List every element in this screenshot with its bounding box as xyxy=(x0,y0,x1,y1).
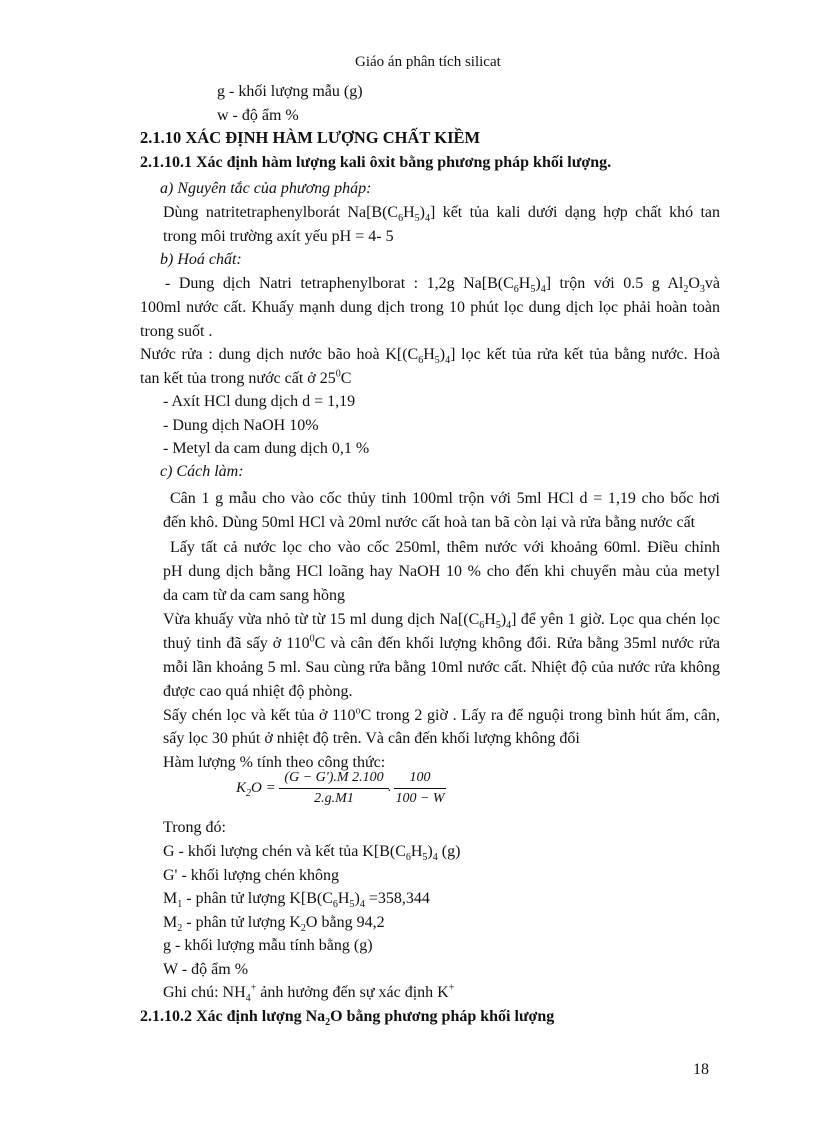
fraction-bar-1 xyxy=(279,788,389,789)
subsection-heading-1: 2.1.10.1 Xác định hàm lượng kali ôxit bằng phương pháp khối lượng. xyxy=(140,154,612,171)
page-header-title: Giáo án phân tích silicat xyxy=(355,54,501,70)
def-G-prime: G' - khối lượng chén không xyxy=(163,867,339,884)
procedure-line-6: Vừa khuấy vừa nhỏ từ từ 15 ml dung dịch $Na[(C_6H_5)_4]$ để yên 1 giờ. Lọc qua chén lọc xyxy=(163,611,721,632)
methyl-orange-item: - Metyl da cam dung dịch 0,1 % xyxy=(163,440,370,457)
naoh-item: - Dung dịch NaOH 10% xyxy=(163,417,319,434)
formula-intro: Hàm lượng % tính theo công thức: xyxy=(163,754,386,771)
section-heading: 2.1.10 XÁC ĐỊNH HÀM LƯỢNG CHẤT KIỀM xyxy=(140,128,481,147)
where-title: Trong đó: xyxy=(163,819,226,836)
procedure-line-8: mỗi lần khoảng 5 ml. Sau cùng rửa bằng 10ml nước cất. Nhiệt độ của nước rửa không xyxy=(163,659,720,676)
procedure-title: c) Cách làm: xyxy=(160,463,244,480)
def-G: G - khối lượng chén và kết tủa $K[B(C_6H_5)_4$ (g) xyxy=(163,843,461,864)
procedure-line-9: được cao quá nhiệt độ phòng. xyxy=(163,683,353,700)
acid-item: - Axít HCl dung dịch d = 1,19 xyxy=(163,393,356,410)
formula-numerator-2: 100 xyxy=(409,770,431,785)
procedure-line-1: Cân 1 g mẫu cho vào cốc thủy tinh 100ml trộn với 5ml HCl d = 1,19 cho bốc hơi xyxy=(170,490,720,507)
procedure-line-2: đến khô. Dùng 50ml HCl và 20ml nước cất hoà tan bã còn lại và rửa bằng nước cất xyxy=(163,514,696,531)
formula-numerator-1: (G − G').M 2.100 xyxy=(284,770,384,785)
procedure-line-4: pH dung dịch bằng HCl loãng hay NaOH 10 % cho đến khi chuyển màu của metyl xyxy=(163,563,720,580)
page-number: 18 xyxy=(693,1061,709,1078)
g-definition: g - khối lượng mẫu (g) xyxy=(217,83,363,100)
note: Ghi chú: $NH_4^+$ ảnh hưởng đến sự xác định K+ xyxy=(163,982,455,1005)
chemicals-line-1: - Dung dịch Natri tetraphenylborat : 1,2g $Na[B(C_6H_5)_4]$ trộn với 0.5 g $Al_2O_3và$ xyxy=(165,275,721,296)
procedure-line-11: sấy lọc 30 phút ở nhiệt độ trên. Và cân đến khối lượng không đổi xyxy=(163,730,580,747)
def-M2: $M_2$ - phân tử lượng $K_2O$ bằng 94,2 xyxy=(163,914,385,935)
formula-dot: . xyxy=(388,780,392,795)
chemicals-title: b) Hoá chất: xyxy=(160,251,242,268)
procedure-line-10: Sấy chén lọc và kết tủa ở 110$^o$C trong 2 giờ . Lấy ra để nguội trong bình hút ẩm, cân, xyxy=(163,705,720,724)
procedure-line-5: da cam từ da cam sang hồng xyxy=(163,587,345,604)
fraction-bar-2 xyxy=(394,788,446,789)
procedure-line-3: Lấy tất cả nước lọc cho vào cốc 250ml, thêm nước với khoảng 60ml. Điều chỉnh xyxy=(170,539,720,556)
chemicals-line-3: trong suốt . xyxy=(140,323,213,340)
subsection-heading-2: 2.1.10.2 Xác định lượng $Na_2O$ bằng phương pháp khối lượng xyxy=(140,1008,555,1029)
chemicals-line-2: 100ml nước cất. Khuấy mạnh dung dịch trong 10 phút lọc dung dịch lọc phải hoàn toàn xyxy=(140,299,720,316)
def-M1: $M_1$ - phân tử lượng $K[B(C_6H_5)_4 =358,344$ xyxy=(163,890,430,911)
def-W: W - độ ẩm % xyxy=(163,961,249,978)
w-definition: w - độ ẩm % xyxy=(217,107,299,124)
formula-lhs: $K_2O$ = xyxy=(236,780,276,799)
formula-denominator-1: 2.g.M1 xyxy=(314,791,354,806)
procedure-line-7: thuỷ tinh đã sấy ở $110^0C$ và cân đến khối lượng không đổi. Rửa bằng 35ml nước rửa xyxy=(163,633,720,652)
formula-denominator-2: 100 − W xyxy=(395,791,445,806)
def-g: g - khối lượng mẫu tính bằng (g) xyxy=(163,937,373,954)
wash-water-line-1: Nước rửa : dung dịch nước bão hoà $K[(C_6H_5)_4]$ lọc kết tủa rửa kết tủa bằng nước. Hoà xyxy=(140,346,720,367)
principle-title: a) Nguyên tắc của phương pháp: xyxy=(160,180,372,197)
principle-line-2: trong môi trường axít yếu pH = 4- 5 xyxy=(163,228,394,245)
wash-water-line-2: tan kết tủa trong nước cất ở $25^0C$ xyxy=(140,368,352,387)
principle-line-1: Dùng natritetraphenylborát $Na[B(C_6H_5)_4]$ kết tủa kali dưới dạng hợp chất khó tan xyxy=(163,204,721,225)
